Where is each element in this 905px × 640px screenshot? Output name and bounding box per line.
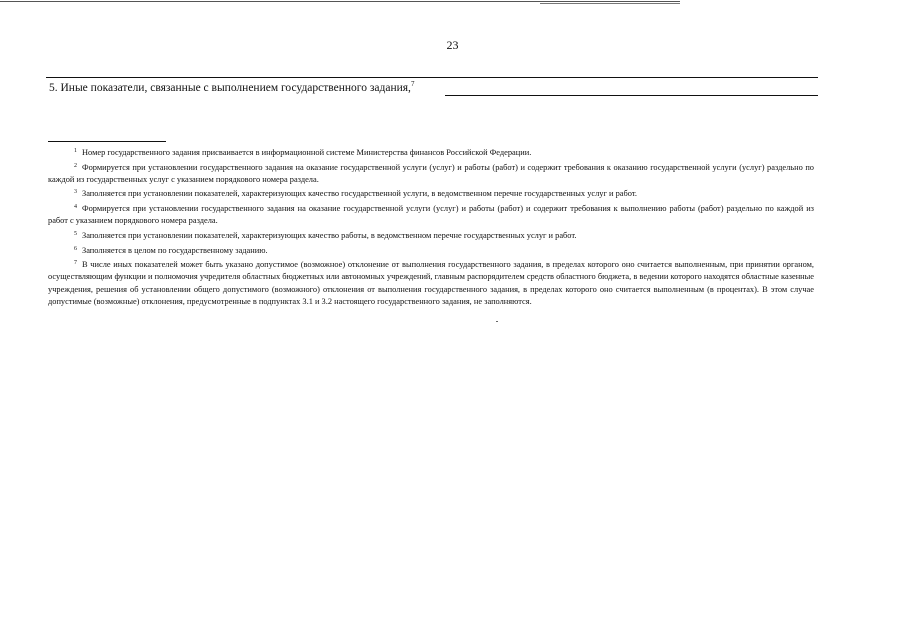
section-5-text: 5. Иные показатели, связанные с выполнением государственного задания, bbox=[49, 82, 411, 94]
footnote-2 bbox=[48, 160, 814, 186]
footnote-text: Заполняется при установлении показателей, характеризующих качество государственной услуги, в ведомственном перечне государственных услуг и работ. bbox=[82, 189, 637, 199]
footnote-number: 6 bbox=[74, 245, 77, 252]
footnote-text: Заполняется при установлении показателей, характеризующих качество работы, в ведомственном перечне государственных услуг и работ. bbox=[82, 230, 577, 240]
footnote-text: Формируется при установлении государственного задания на оказание государственной услуги (услуг) и работы (работ) и содержит требования к оказанию государственной услуги (услуг) раздельно по каждой из государственных услуг с указанием порядкового номера раздела. bbox=[48, 162, 814, 184]
section-top-rule bbox=[46, 77, 818, 78]
scan-edge-line-short bbox=[540, 3, 680, 4]
footnote-6 bbox=[48, 243, 814, 257]
footnote-number: 1 bbox=[74, 148, 77, 154]
footnote-5 bbox=[48, 228, 814, 242]
section-5-footnote-ref: 7 bbox=[410, 80, 415, 88]
section-5-fill-line[interactable] bbox=[445, 95, 818, 96]
footnote-number: 5 bbox=[74, 230, 77, 237]
footnote-number: 3 bbox=[74, 189, 77, 196]
footnote-number: 4 bbox=[74, 204, 77, 211]
footnote-text: Формируется при установлении государственного задания на оказание государственной услуги (услуг) и работы (работ) и содержит требования к выполнению работы (работ) раздельно по каждой из работ с указанием порядкового номера раздела. bbox=[48, 204, 814, 226]
footnote-4 bbox=[48, 201, 814, 227]
footnote-number: 7 bbox=[74, 260, 77, 267]
footnote-7 bbox=[48, 257, 814, 307]
footnote-number: 2 bbox=[74, 162, 77, 169]
scan-speck bbox=[496, 321, 498, 322]
scan-edge-line bbox=[0, 1, 680, 2]
footnote-text: В числе иных показателей может быть указано допустимое (возможное) отклонение от выполнения государственного задания, в пределах которого оно считается выполненным, при принятии органом, осуществляющим функции и полномочия учредителя областных бюджетных или автономных учреждений, главным распорядителем средств областного бюджета, в ведении которого находятся областные казенные учреждения, решения об установлении общего допустимого (возможного) отклонения от выполнения государственного задания, в пределах которого оно считается выполненным (в процентах). В этом случае допустимые (возможные) отклонения, предусмотренные в подпунктах 3.1 и 3.2 настоящего государственного задания, не заполняются. bbox=[48, 260, 814, 306]
section-5-heading bbox=[49, 80, 414, 94]
footnotes-block bbox=[48, 145, 814, 308]
footnote-1 bbox=[48, 145, 814, 159]
footnote-text: Заполняется в целом по государственному заданию. bbox=[82, 245, 268, 255]
footnote-text: Номер государственного задания присваивается в информационной системе Министерства финансов Российской Федерации. bbox=[82, 148, 532, 157]
page-number: 23 bbox=[446, 38, 459, 52]
footnote-3 bbox=[48, 186, 814, 200]
footnote-separator bbox=[48, 141, 166, 142]
